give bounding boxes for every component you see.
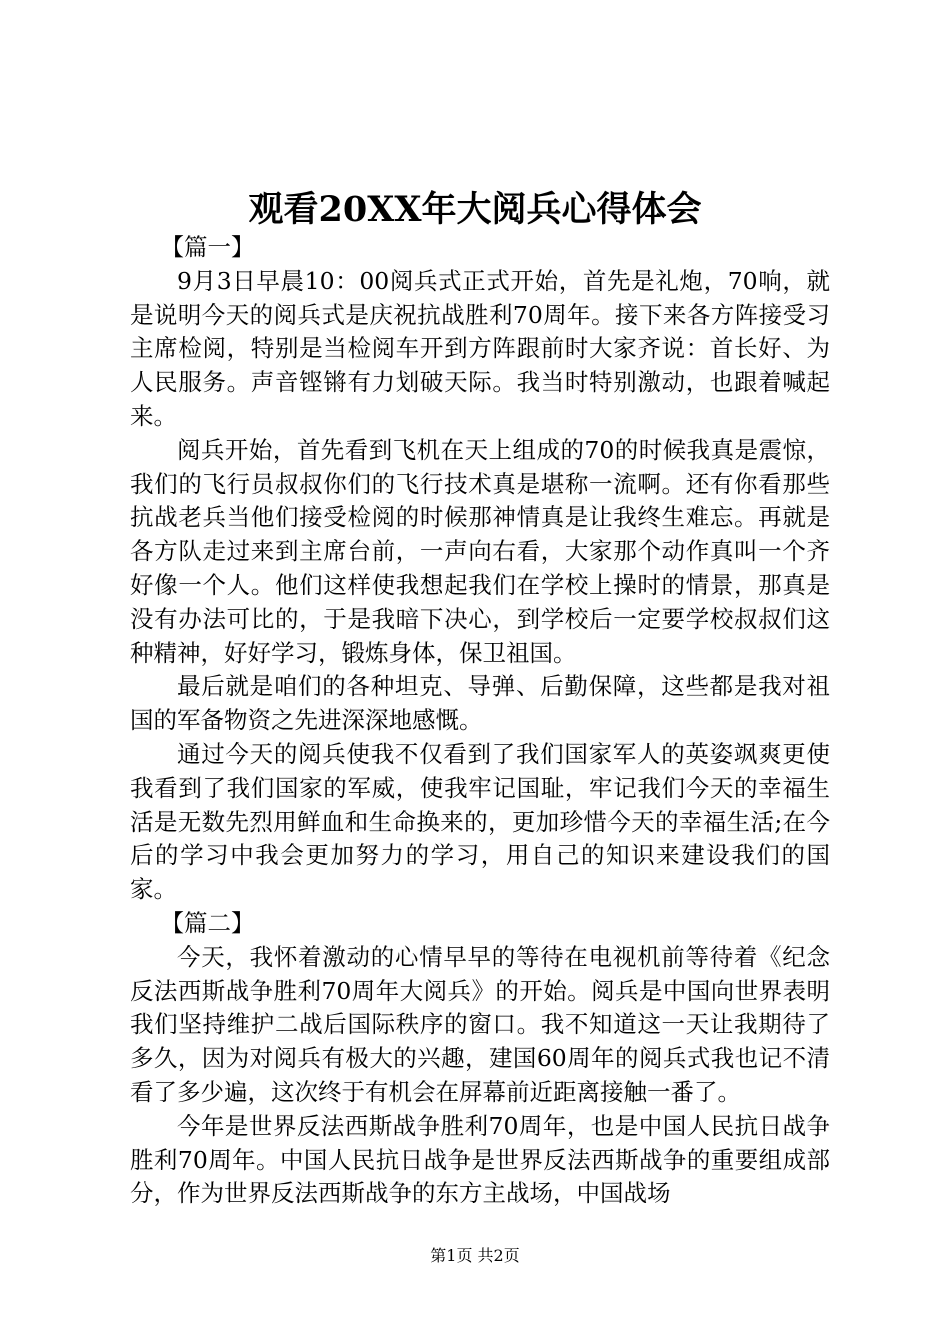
document-body: [130, 231, 830, 1211]
paragraph: 今年是世界反法西斯战争胜利70周年，也是中国人民抗日战争胜利70周年。中国人民抗日战争是世界反法西斯战争的重要组成部分，作为世界反法西斯战争的东方主战场，中国战场: [130, 1111, 830, 1208]
paragraph: 9月3日早晨10：00阅兵式正式开始，首先是礼炮，70响，就是说明今天的阅兵式是庆祝抗战胜利70周年。接下来各方阵接受习主席检阅，特别是当检阅车开到方阵跟前时大家齐说：首长好、为人民服务。声音铿锵有力划破天际。我当时特别激动，也跟着喊起来。: [130, 266, 830, 430]
page-footer: 第1页 共2页: [430, 1246, 520, 1265]
paragraph: 通过今天的阅兵使我不仅看到了我们国家军人的英姿飒爽更使我看到了我们国家的军威，使我牢记国耻，牢记我们今天的幸福生活是无数先烈用鲜血和生命换来的，更加珍惜今天的幸福生活;在今后的学习中我会更加努力的学习，用自己的知识来建设我们的国家。: [130, 739, 830, 904]
document-title: 观看20XX年大阅兵心得体会: [248, 189, 702, 230]
paragraph: 最后就是咱们的各种坦克、导弹、后勤保障，这些都是我对祖国的军备物资之先进深深地感慨。: [130, 672, 830, 735]
section-heading: 【篇二】: [160, 908, 255, 937]
paragraph: 今天，我怀着激动的心情早早的等待在电视机前等待着《纪念反法西斯战争胜利70周年大阅兵》的开始。阅兵是中国向世界表明我们坚持维护二战后国际秩序的窗口。我不知道这一天让我期待了多久，因为对阅兵有极大的兴趣，建国60周年的阅兵式我也记不清看了多少遍，这次终于有机会在屏幕前近距离接触一番了。: [130, 942, 830, 1106]
section-heading: 【篇一】: [160, 233, 255, 261]
paragraph: 阅兵开始，首先看到飞机在天上组成的70的时候我真是震惊，我们的飞行员叔叔你们的飞行技术真是堪称一流啊。还有你看那些抗战老兵当他们接受检阅的时候那神情真是让我终生难忘。再就是各方队走过来到主席台前，一声向右看，大家那个动作真叫一个齐好像一个人。他们这样使我想起我们在学校上操时的情景，那真是没有办法可比的，于是我暗下决心，到学校后一定要学校叔叔们这种精神，好好学习，锻炼身体，保卫祖国。: [130, 435, 830, 667]
